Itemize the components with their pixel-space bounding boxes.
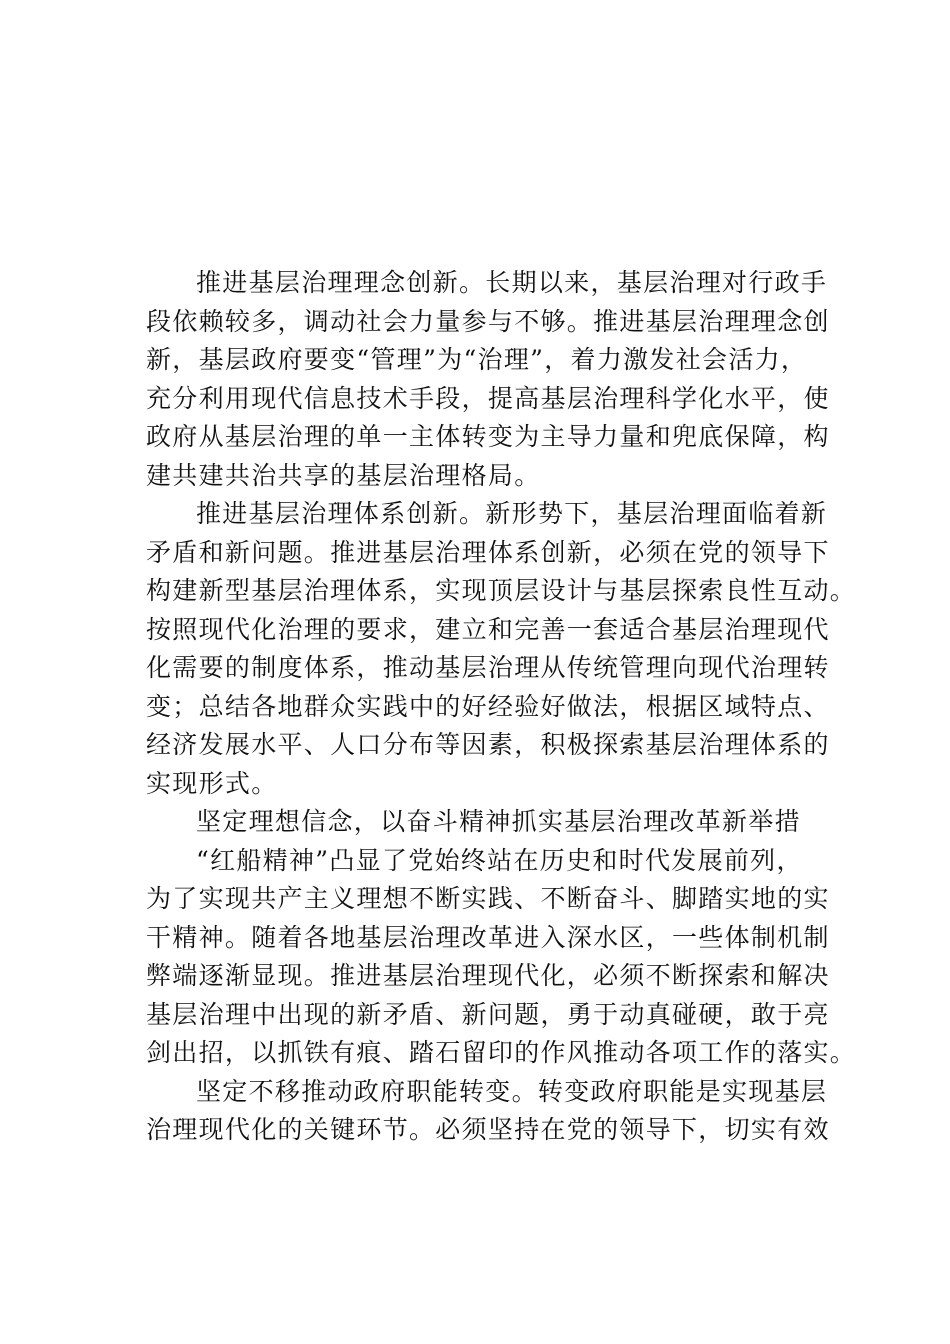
document-body: [146, 264, 857, 1150]
paragraph-line: 新，基层政府要变“管理”为“治理”，着力激发社会活力，: [146, 345, 808, 374]
paragraph-line: 变；总结各地群众实践中的好经验好做法，根据区域特点、: [146, 691, 830, 721]
paragraph-basic-governance-system: [146, 495, 857, 803]
paragraph-line: 按照现代化治理的要求，建立和完善一套适合基层治理现代: [146, 614, 830, 644]
paragraph-line: 干精神。随着各地基层治理改革进入深水区，一些体制机制: [146, 922, 830, 952]
paragraph-line: 化需要的制度体系，推动基层治理从传统管理向现代治理转: [146, 653, 830, 682]
paragraph-line: 段依赖较多，调动社会力量参与不够。推进基层治理理念创: [146, 306, 830, 336]
paragraph-line: 基层治理中出现的新矛盾、新问题，勇于动真碰硬，敢于亮: [146, 999, 830, 1029]
paragraph-basic-governance-concept: [146, 264, 836, 495]
paragraph-line: 为了实现共产主义理想不断实践、不断奋斗、脚踏实地的实: [146, 884, 830, 913]
paragraph-line: 治理现代化的关键环节。必须坚持在党的领导下，切实有效: [146, 1115, 830, 1144]
paragraph-line: 推进基层治理理念创新。长期以来，基层治理对行政手: [196, 268, 828, 297]
paragraph-line: 剑出招，以抓铁有痕、踏石留印的作风推动各项工作的落实。: [146, 1038, 857, 1067]
paragraph-line: 经济发展水平、人口分布等因素，积极探索基层治理体系的: [146, 730, 830, 759]
paragraph-line: 矛盾和新问题。推进基层治理体系创新，必须在党的领导下: [146, 537, 830, 567]
section-heading-ideal-belief: [146, 803, 836, 842]
paragraph-line: 充分利用现代信息技术手段，提高基层治理科学化水平，使: [146, 383, 830, 413]
paragraph-red-boat-spirit: [146, 842, 857, 1073]
paragraph-government-function-transform: [146, 1073, 836, 1150]
heading-line: 坚定理想信念，以奋斗精神抓实基层治理改革新举措: [196, 807, 801, 836]
paragraph-line: 政府从基层治理的单一主体转变为主导力量和兜底保障，构: [146, 422, 830, 451]
paragraph-line: 实现形式。: [146, 768, 278, 798]
paragraph-line: 坚定不移推动政府职能转变。转变政府职能是实现基层: [196, 1076, 828, 1106]
paragraph-line: 推进基层治理体系创新。新形势下，基层治理面临着新: [196, 499, 828, 528]
paragraph-line: 建共建共治共享的基层治理格局。: [146, 460, 541, 490]
paragraph-line: 构建新型基层治理体系，实现顶层设计与基层探索良性互动。: [146, 576, 857, 605]
paragraph-line: 弊端逐渐显现。推进基层治理现代化，必须不断探索和解决: [146, 961, 830, 990]
paragraph-line: “红船精神”凸显了党始终站在历史和时代发展前列，: [196, 845, 803, 875]
